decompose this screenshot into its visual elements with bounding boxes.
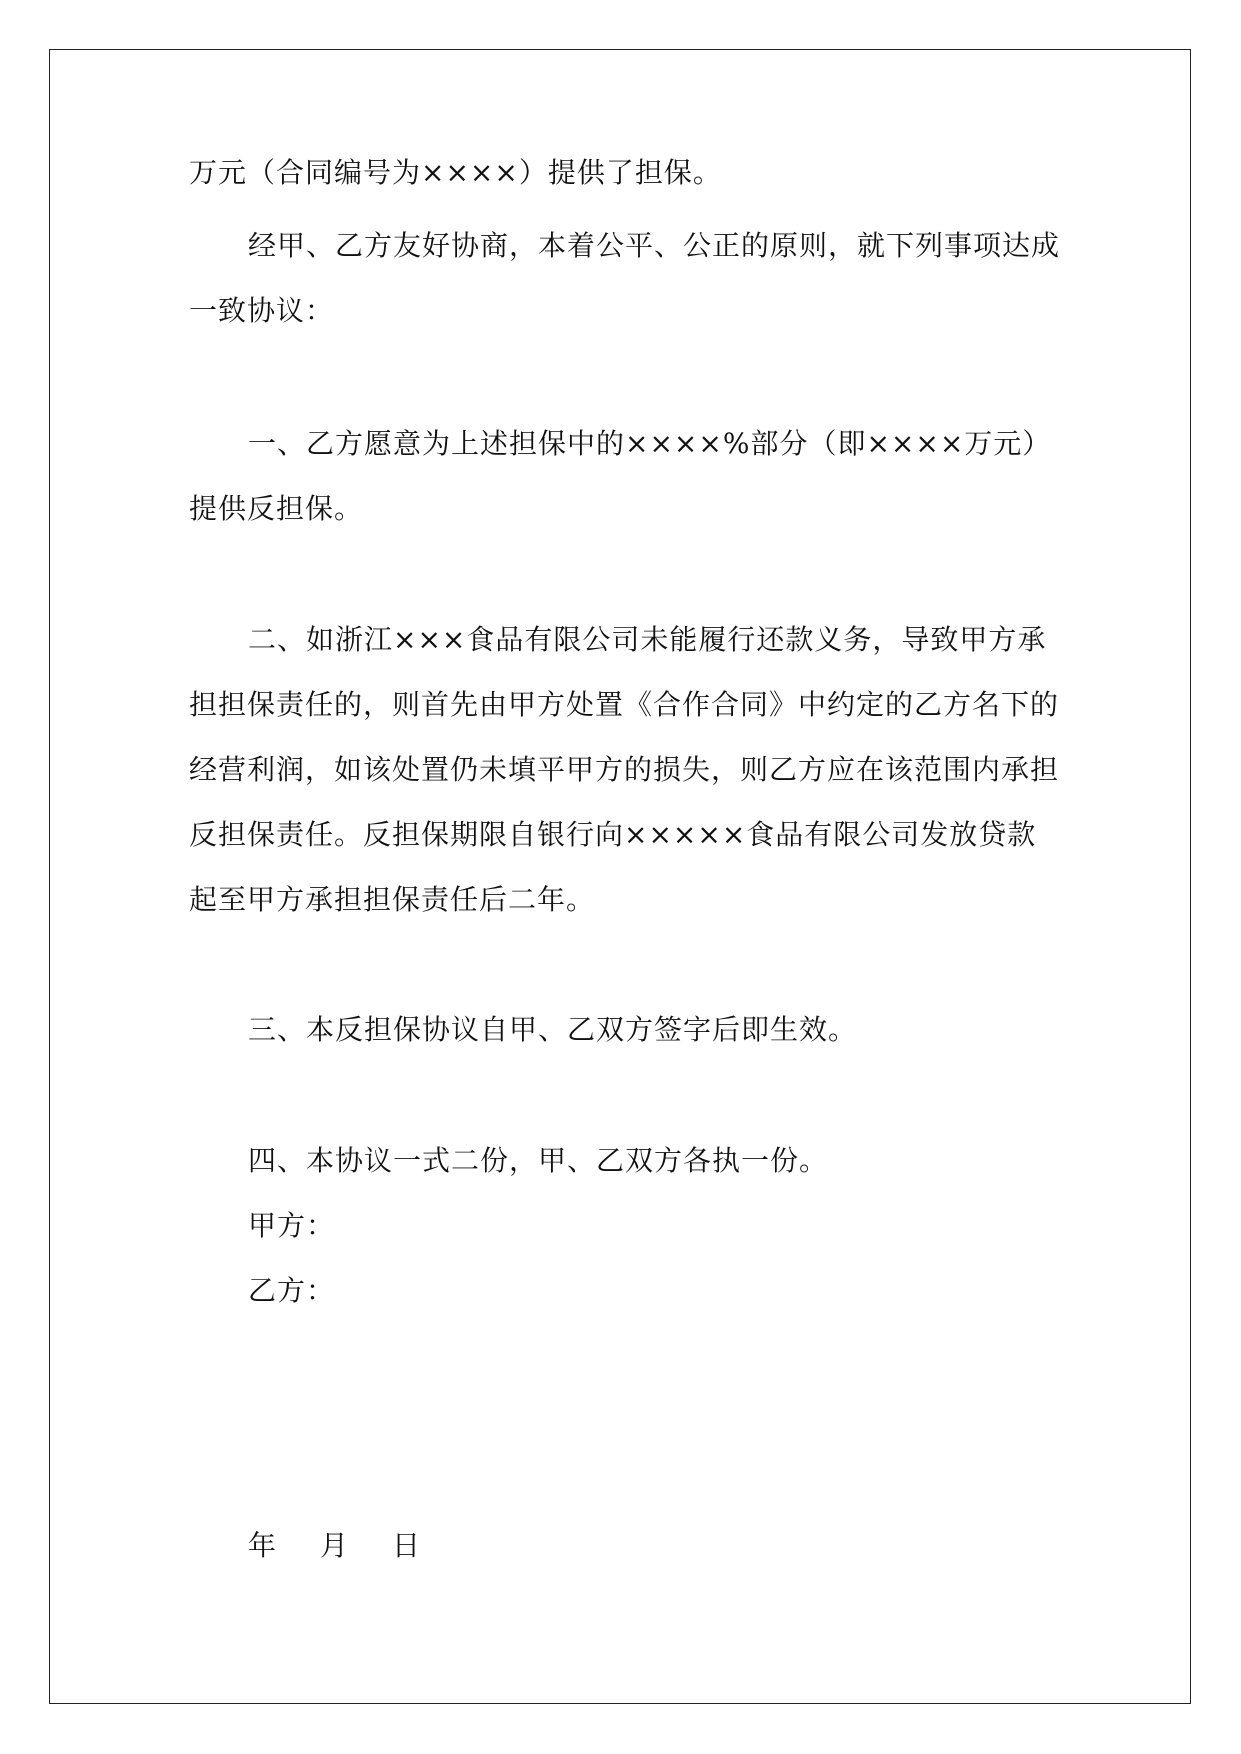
clause-1-line-2: 提供反担保。 [189, 492, 364, 525]
negotiation-line-2: 一致协议： [189, 294, 335, 327]
clause-2-line-2: 担担保责任的，则首先由甲方处置《合作合同》中约定的乙方名下的 [189, 688, 1060, 721]
clause-4-text: 四、本协议一式二份，甲、乙双方各执一份。 [248, 1144, 829, 1177]
clause-2-line-1: 二、如浙江×××食品有限公司未能履行还款义务，导致甲方承 [248, 623, 1047, 656]
date-month-label: 月 [320, 1529, 349, 1562]
party-b-label: 乙方： [248, 1274, 336, 1307]
date-day-label: 日 [392, 1529, 421, 1562]
clause-2-line-3: 经营利润，如该处置仍未填平甲方的损失，则乙方应在该范围内承担 [189, 753, 1060, 786]
clause-1-line-1: 一、乙方愿意为上述担保中的××××%部分（即××××万元） [248, 427, 1052, 460]
date-year-label: 年 [248, 1529, 277, 1562]
clause-2-line-5: 起至甲方承担担保责任后二年。 [189, 883, 596, 916]
negotiation-line-1: 经甲、乙方友好协商，本着公平、公正的原则，就下列事项达成 [248, 229, 1061, 262]
party-a-label: 甲方： [248, 1209, 336, 1242]
clause-2-line-4: 反担保责任。反担保期限自银行向×××××食品有限公司发放贷款 [189, 818, 1037, 851]
clause-3-text: 三、本反担保协议自甲、乙双方签字后即生效。 [248, 1013, 858, 1046]
intro-tail-text: 万元（合同编号为××××）提供了担保。 [189, 156, 722, 189]
signature-date [248, 1528, 420, 1564]
